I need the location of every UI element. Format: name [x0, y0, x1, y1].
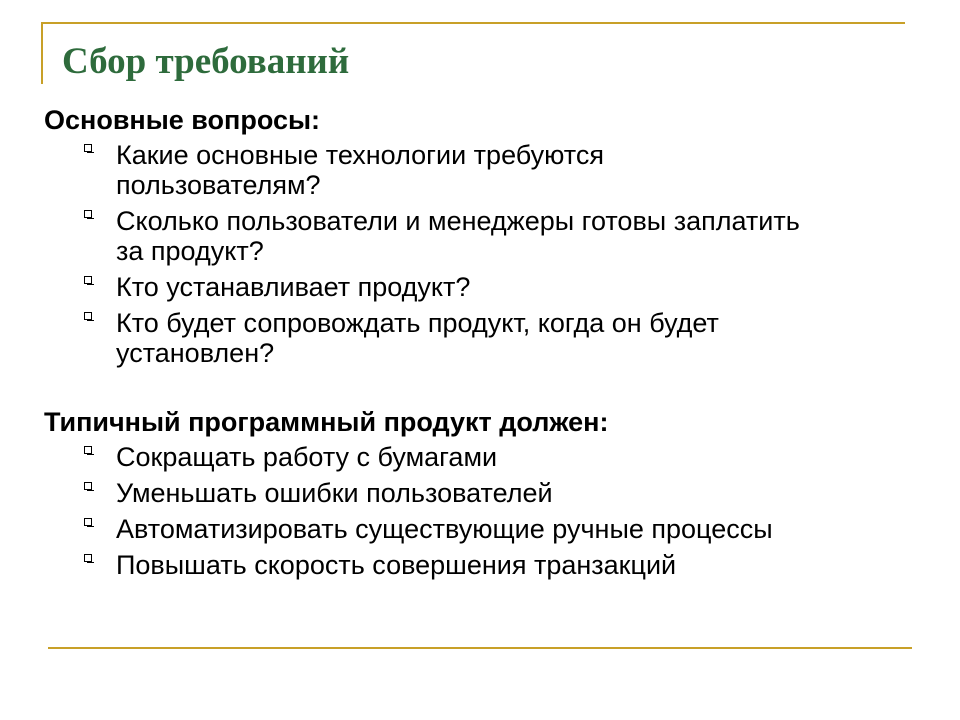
square-bullet-icon — [84, 210, 92, 218]
list-item — [44, 206, 816, 266]
product-goals-list — [44, 442, 904, 580]
list-item-text: Сколько пользователи и менеджеры готовы заплатить за продукт? — [116, 206, 800, 266]
list-item — [44, 140, 816, 200]
list-item-text: Уменьшать ошибки пользователей — [116, 478, 553, 508]
list-item-text: Кто устанавливает продукт? — [116, 272, 471, 302]
bottom-divider — [48, 647, 912, 649]
questions-list — [44, 140, 904, 368]
list-item-text: Автоматизировать существующие ручные процессы — [116, 514, 773, 544]
square-bullet-icon — [84, 312, 92, 320]
list-item — [44, 514, 816, 544]
list-item — [44, 272, 816, 302]
square-bullet-icon — [84, 446, 92, 454]
square-bullet-icon — [84, 554, 92, 562]
list-item — [44, 478, 816, 508]
list-item — [44, 308, 816, 368]
square-bullet-icon — [84, 482, 92, 490]
list-item-text: Повышать скорость совершения транзакций — [116, 550, 677, 580]
square-bullet-icon — [84, 144, 92, 152]
top-divider — [41, 22, 905, 24]
title-left-bar — [41, 22, 43, 84]
section-heading-questions: Основные вопросы: — [44, 105, 321, 135]
square-bullet-icon — [84, 518, 92, 526]
section-spacer — [44, 374, 904, 406]
list-item-text: Сокращать работу с бумагами — [116, 442, 498, 472]
slide-content — [44, 104, 904, 586]
list-item — [44, 442, 816, 472]
square-bullet-icon — [84, 276, 92, 284]
list-item-text: Кто будет сопровождать продукт, когда он будет установлен? — [116, 308, 719, 368]
section-heading-product: Типичный программный продукт должен: — [44, 407, 609, 437]
list-item — [44, 550, 816, 580]
list-item-text: Какие основные технологии требуются пользователям? — [116, 140, 604, 200]
slide-title: Сбор требований — [62, 41, 350, 82]
